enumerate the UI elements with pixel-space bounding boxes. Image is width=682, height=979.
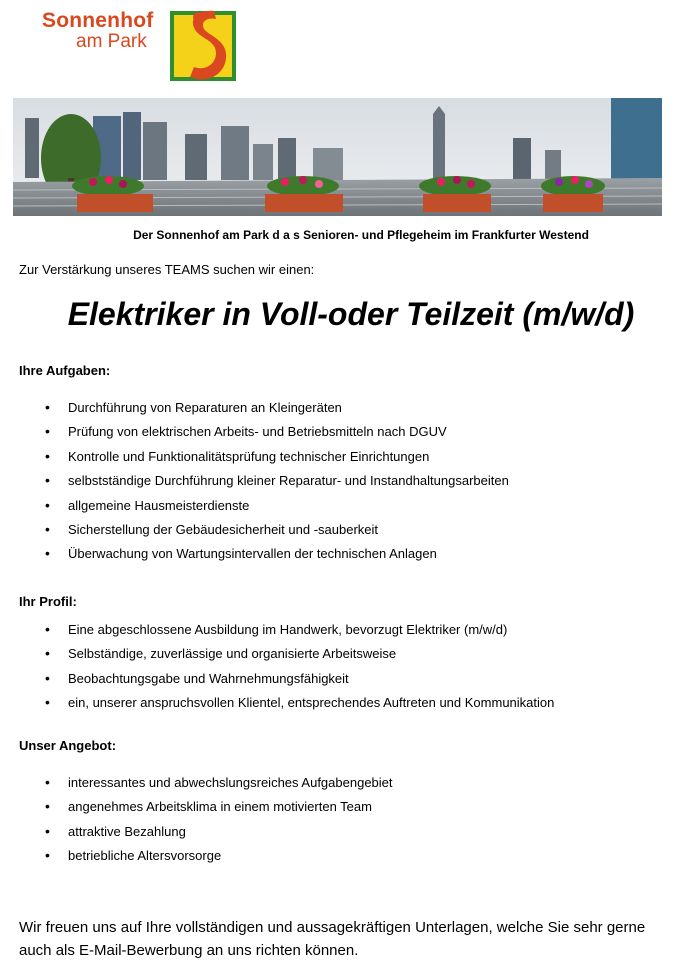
bullet: • [45,496,50,513]
subtitle-text: Der Sonnenhof am Park d a s Senioren- und Pflegeheim im Frankfurter Westend [133,228,589,242]
list-item-text: angenehmes Arbeitsklima in einem motivierten Team [68,799,372,815]
bullet: • [45,520,50,537]
list-item-text: allgemeine Hausmeisterdienste [68,497,250,513]
logo-text-line2: am Park [76,31,147,52]
logo [40,5,240,90]
bullet: • [45,472,50,489]
list-item-text: Überwachung von Wartungsintervallen der technischen Anlagen [68,546,437,562]
bullet: • [45,774,50,790]
banner-photo [13,98,662,216]
list-item-text: Prüfung von elektrischen Arbeits- und Betriebsmitteln nach DGUV [68,424,447,440]
job-title [0,296,682,333]
logo-text-line1: Sonnenhof [42,9,154,32]
bullet: • [45,798,50,815]
list-item-text: selbstständige Durchführung kleiner Reparatur- und Instandhaltungsarbeiten [68,473,509,489]
bullet: • [45,399,50,415]
list-item-text: Selbständige, zuverlässige und organisierte Arbeitsweise [68,646,397,662]
list-item-text: betriebliche Altersvorsorge [68,848,222,864]
bullet: • [45,847,50,864]
closing-paragraph: Wir freuen uns auf Ihre vollständigen und aussagekräftigen Unterlagen, welche Sie sehr gerne auch als E-Mail-Bewerbung an uns richten können. [19,919,646,959]
subtitle [0,228,682,242]
offer-heading: Unser Angebot: [19,738,117,753]
list-item-text: ein, unserer anspruchsvollen Klientel, entsprechendes Auftreten und Kommunikation [68,695,555,711]
list-item-text: Kontrolle und Funktionalitätsprüfung technischer Einrichtungen [68,448,430,464]
list-item-text: Sicherstellung der Gebäudesicherheit und -sauberkeit [68,521,379,537]
list-item-text: interessantes und abwechslungsreiches Aufgabengebiet [68,775,393,790]
list-item-text: Durchführung von Reparaturen an Kleingeräten [68,400,342,415]
tasks-heading: Ihre Aufgaben: [19,363,111,378]
job-title-text: Elektriker in Voll-oder Teilzeit (m/w/d) [67,296,635,332]
bullet: • [45,669,50,686]
bullet: • [45,694,50,711]
profile-heading: Ihr Profil: [19,594,77,609]
bullet: • [45,423,50,440]
logo-s-mark-icon [170,7,236,81]
bullet: • [45,822,50,839]
intro-text: Zur Verstärkung unseres TEAMS suchen wir einen: [19,262,315,277]
bullet: • [45,621,50,637]
list-item-text: Eine abgeschlossene Ausbildung im Handwerk, bevorzugt Elektriker (m/w/d) [68,622,508,637]
bullet: • [45,645,50,662]
bullet: • [45,545,50,562]
list-item-text: attraktive Bezahlung [68,823,186,839]
list-item-text: Beobachtungsgabe und Wahrnehmungsfähigkeit [68,670,349,686]
bullet: • [45,447,50,464]
